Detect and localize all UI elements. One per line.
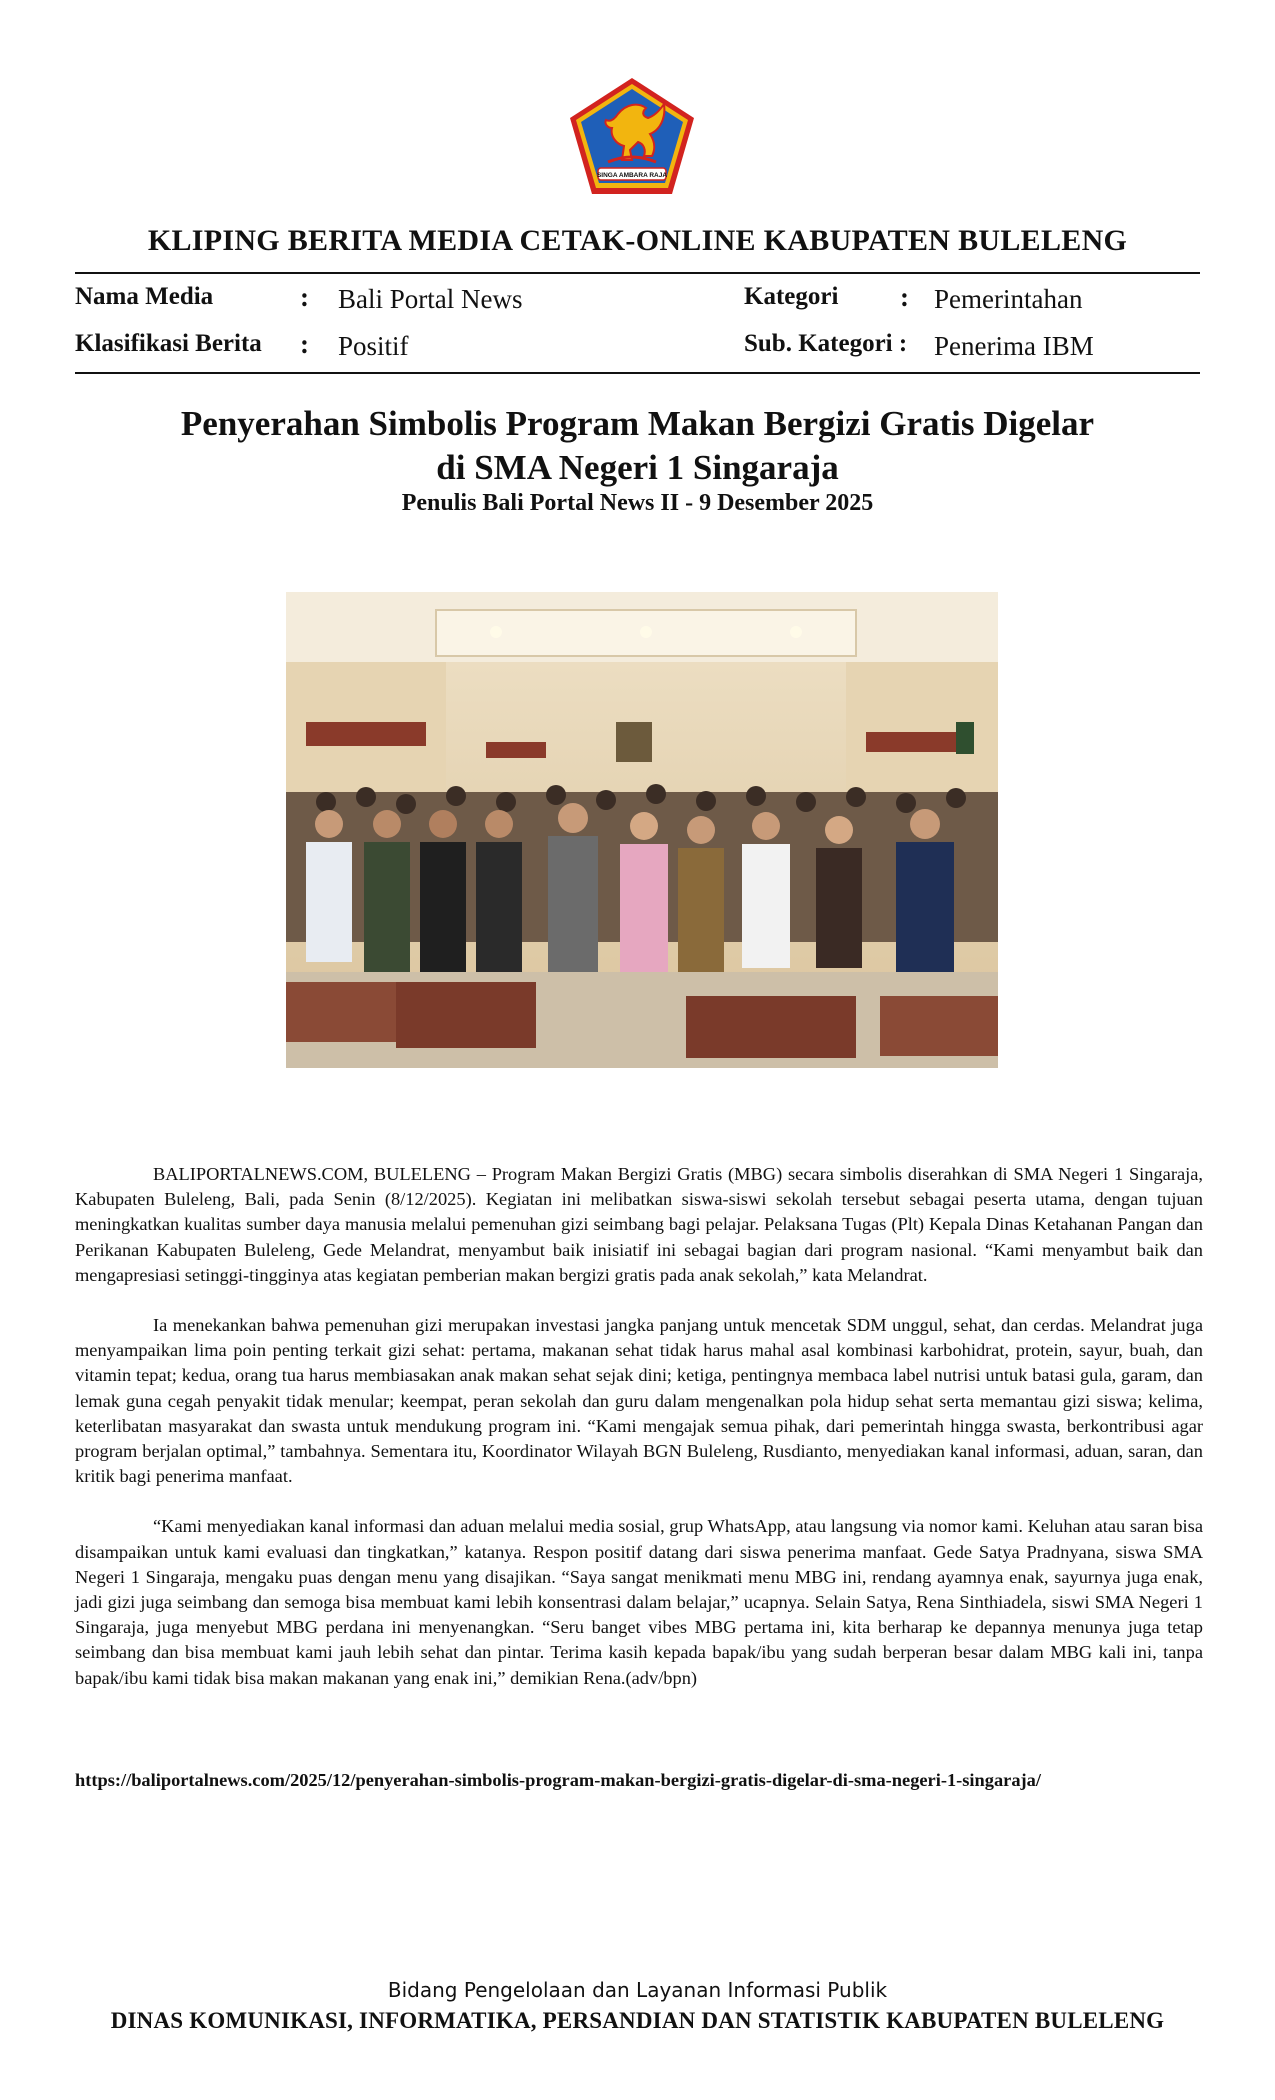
kategori-value: Pemerintahan (934, 284, 1083, 314)
article-paragraph-1: BALIPORTALNEWS.COM, BULELENG – Program Makan Bergizi Gratis (MBG) secara simbolis diserahkan di SMA Negeri 1 Singaraja, Kabupaten Buleleng, Bali, pada Senin (8/12/2025). Kegiatan ini melibatkan siswa-siswi sekolah tersebut sebagai peserta utama, dengan tujuan meningkatkan kualitas sumber daya manusia melalui pemenuhan gizi seimbang bagi pelajar. Pelaksana Tugas (Plt) Kepala Dinas Ketahanan Pangan dan Perikanan Kabupaten Buleleng, Gede Melandrat, menyambut baik inisiatif ini sebagai bagian dari program nasional. “Kami menyambut baik dan mengapresiasi setinggi-tingginya atas kegiatan pemberian makan bergizi gratis pada anak sekolah,” kata Melandrat. (75, 1164, 1203, 1285)
buleleng-crest-logo (564, 74, 700, 200)
document-title: KLIPING BERITA MEDIA CETAK-ONLINE KABUPATEN BULELENG (147, 224, 1128, 257)
klasifikasi-value: Positif (338, 331, 409, 361)
sub-kategori-label: Sub. Kategori : (744, 330, 908, 357)
footer-agency: DINAS KOMUNIKASI, INFORMATIKA, PERSANDIAN DAN STATISTIK KABUPATEN BULELENG (110, 2008, 1165, 2033)
sub-kategori-value: Penerima IBM (934, 331, 1094, 361)
headline-line-2: di SMA Negeri 1 Singaraja (436, 448, 839, 487)
klasifikasi-colon: : (300, 329, 309, 359)
crest-emblem-icon (564, 74, 700, 200)
nama-media-colon: : (300, 282, 309, 312)
klasifikasi-label: Klasifikasi Berita (75, 330, 262, 357)
kategori-colon: : (900, 282, 909, 312)
article-headline (0, 402, 1275, 490)
article-byline: Penulis Bali Portal News II - 9 Desember 2025 (401, 490, 874, 516)
event-group-photo (286, 592, 998, 1068)
headline-line-1: Penyerahan Simbolis Program Makan Bergizi Gratis Digelar (180, 404, 1095, 443)
article-source-link[interactable]: https://baliportalnews.com/2025/12/penyerahan-simbolis-program-makan-bergizi-gratis-digelar-di-sma-negeri-1-singaraja/ (75, 1770, 1041, 1790)
article-paragraph-3: “Kami menyediakan kanal informasi dan aduan melalui media sosial, grup WhatsApp, atau langsung via nomor kami. Keluhan atau saran bisa disampaikan untuk kami evaluasi dan tingkatkan,” katanya. Respon positif datang dari siswa penerima manfaat. Gede Satya Pradnyana, siswa SMA Negeri 1 Singaraja, mengaku puas dengan menu yang disajikan. “Saya sangat menikmati menu MBG ini, rendang ayamnya enak, sayurnya juga enak, jadi gizi juga seimbang dan semoga bisa membuat kami lebih konsentrasi dalam belajar,” ucapnya. Selain Satya, Rena Sinthiadela, siswi SMA Negeri 1 Singaraja, juga menyebut MBG perdana ini menyenangkan. “Seru banget vibes MBG pertama ini, kita berharap ke depannya menunya juga tetap seimbang dan bisa membuat kami jauh lebih sehat dan pintar. Terima kasih kepada bapak/ibu yang sudah berperan besar dalam MBG kali ini, tanpa bapak/ibu kami tidak bisa makan makanan yang enak ini,” demikian Rena.(adv/bpn) (75, 1516, 1203, 1688)
header-top-rule (75, 272, 1200, 274)
kategori-label: Kategori (744, 283, 839, 310)
article-body (75, 1162, 1203, 1716)
crest-motto: SINGA AMBARA RAJA (596, 172, 668, 179)
header-bottom-rule (75, 372, 1200, 374)
nama-media-value: Bali Portal News (338, 284, 523, 314)
nama-media-label: Nama Media (75, 283, 214, 310)
article-paragraph-2: Ia menekankan bahwa pemenuhan gizi merupakan investasi jangka panjang untuk mencetak SDM unggul, sehat, dan cerdas. Melandrat juga menyampaikan lima poin penting terkait gizi sehat: pertama, makanan sehat tidak harus mahal asal kombinasi karbohidrat, protein, sayur, buah, dan vitamin tepat; kedua, orang tua harus membiasakan anak makan sehat sejak dini; ketiga, pentingnya membaca label nutrisi untuk batasi gula, garam, dan lemak guna cegah penyakit tidak menular; keempat, peran sekolah dan guru dalam mengenalkan pola hidup sehat serta memantau gizi siswa; kelima, keterlibatan masyarakat dan swasta untuk mendukung program ini. “Kami mengajak semua pihak, dari pemerintah hingga swasta, berkontribusi agar program berjalan optimal,” tambahnya. Sementara itu, Koordinator Wilayah BGN Buleleng, Rusdianto, menyediakan kanal informasi, aduan, saran, dan kritik bagi penerima manfaat. (75, 1315, 1203, 1487)
footer-division: Bidang Pengelolaan dan Layanan Informasi Publik (387, 1978, 888, 2002)
